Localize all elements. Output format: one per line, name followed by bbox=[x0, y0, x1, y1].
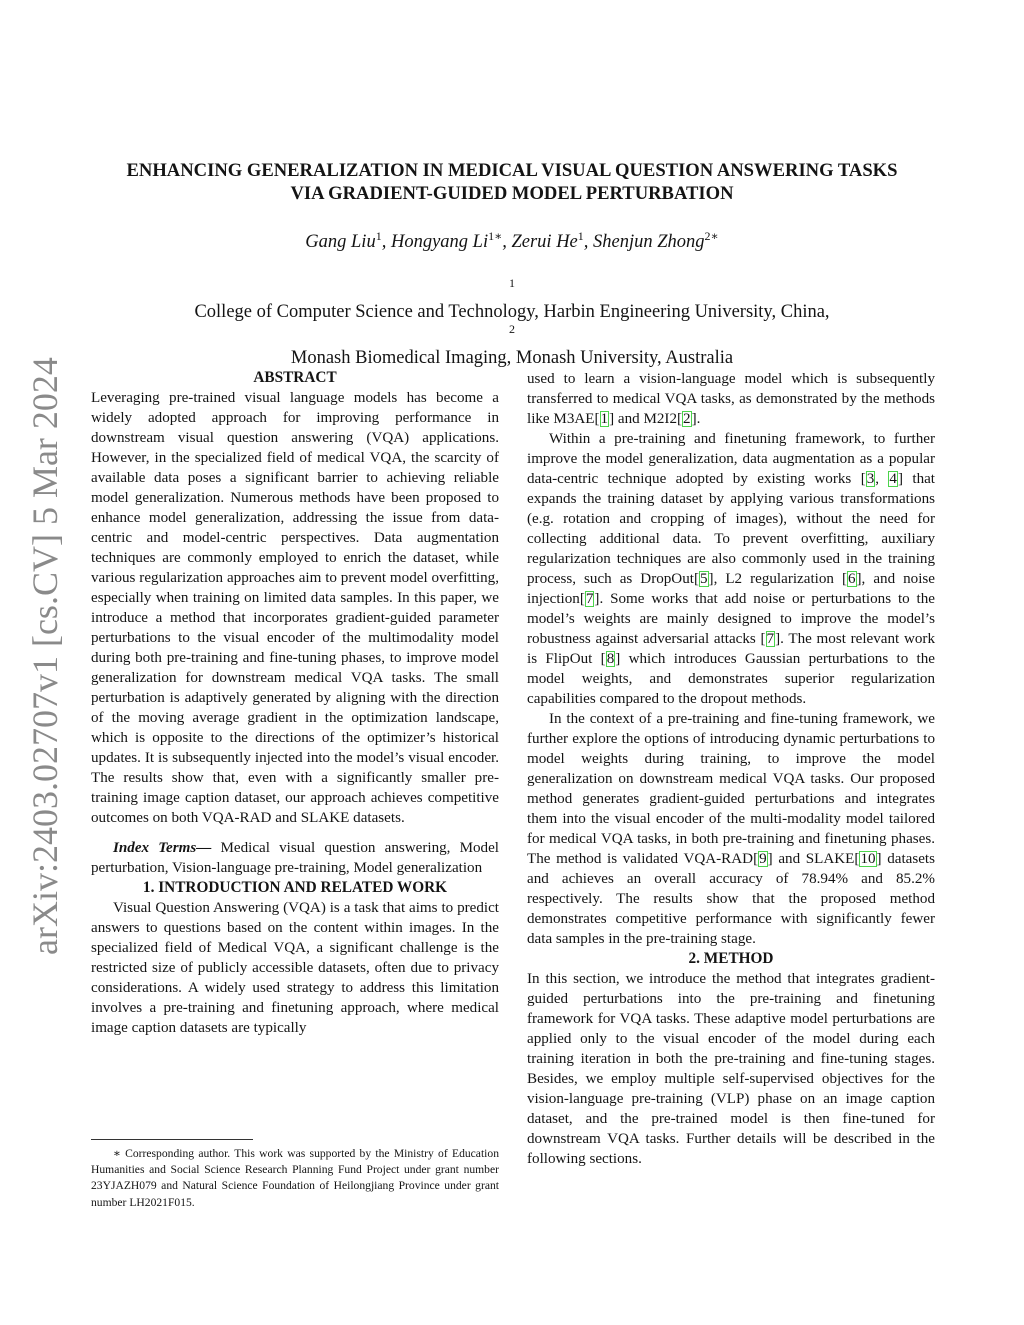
text-run: . The most relevant work is FlipOut bbox=[527, 631, 935, 667]
author-affil-mark: 1 bbox=[577, 229, 584, 243]
author-name: Gang Liu bbox=[305, 232, 376, 252]
author-separator: , bbox=[583, 232, 594, 252]
intro-paragraph-1: Visual Question Answering (VQA) is a task that aims to predict answers to questions based on the content within images. In the specialized field of Medical VQA, a significant challenge is the restricted size of publicly accessible datasets, often due to privacy considerations. A widely used strategy to address this limitation involves a pre-training and finetuning approach, where medical image caption datasets are typically bbox=[91, 900, 499, 1036]
citation-link[interactable]: [7] bbox=[760, 631, 781, 647]
text-run: which introduces Gaussian perturbations to the model weights, and demonstrates superior regularization capabilities compared to the dropout methods. bbox=[527, 651, 935, 707]
intro-paragraph-1-continued bbox=[527, 369, 935, 429]
author-name: Hongyang Li bbox=[390, 232, 489, 252]
text-run: and SLAKE bbox=[772, 851, 855, 867]
index-terms-label: Index Terms— bbox=[113, 840, 212, 856]
method-paragraph-1: In this section, we introduce the method that integrates gradient-guided perturbations into the pre-training and finetuning framework for VQA tasks. These adaptive model perturbations are applied only to the visual encoder of the model during each training iteration in both the pre-training and fine-tuning stages. Besides, we employ multiple self-supervised objectives for the vision-language pre-training (VLP) phase on an image caption dataset, and the pre-trained model is then fine-tuned for downstream VQA tasks. Further details will be described in the following sections. bbox=[527, 971, 935, 1167]
affiliation-text: College of Computer Science and Technology, Harbin Engineering University, China, bbox=[194, 302, 830, 322]
affiliation-text: Monash Biomedical Imaging, Monash University, Australia bbox=[290, 348, 734, 368]
author-list bbox=[0, 230, 1024, 254]
footnote-text: ∗ Corresponding author. This work was supported by the Ministry of Education Humanities and Social Science Research Planning Fund Project under grant number 23YJAZH079 and Natural Science Foundation of Heilongjiang Province under grant number LH2021F015. bbox=[91, 1147, 499, 1209]
text-run: that expands the training dataset by applying various transformations (e.g. rotation and cropping of images), without the need for collecting additional data. To prevent overfitting, auxiliary regularization techniques are also commonly used in the training process, such as DropOut bbox=[527, 471, 936, 587]
index-terms bbox=[91, 838, 499, 878]
text-run: . bbox=[696, 411, 701, 427]
citation-link[interactable]: [10] bbox=[854, 851, 882, 867]
author-affil-mark: 2∗ bbox=[704, 229, 719, 243]
text-run: Within a pre-training and finetuning framework, to further improve the model generalization, data augmentation as a popular data-centric technique adopted by existing works bbox=[527, 431, 935, 487]
author-separator: , bbox=[502, 232, 512, 252]
text-run: [ bbox=[860, 471, 866, 487]
text-run: datasets and achieves an overall accuracy of 78.94% and 85.2% respectively. The results show that the proposed method demonstrates competitive performance with significantly fewer data samples in the pre-training stage. bbox=[527, 851, 935, 947]
citation-number[interactable]: 8 bbox=[606, 651, 615, 667]
citation-number[interactable]: 3 bbox=[866, 471, 875, 487]
author-name: Zerui He bbox=[511, 232, 578, 252]
text-run: M3AE bbox=[553, 411, 595, 427]
abstract-heading: ABSTRACT bbox=[253, 369, 337, 386]
left-column bbox=[91, 368, 499, 1038]
affiliations bbox=[0, 278, 1024, 370]
arxiv-identifier: arXiv:2403.02707v1 [cs.CV] 5 Mar 2024 bbox=[25, 357, 65, 955]
text-run: In the context of a pre-training and fine-tuning framework, we further explore the options of introducing dynamic perturbations to model weights during training, to improve the model generalization on downstream medical VQA tasks. Our proposed method generates gradient-guided perturbations and integrates them into the visual encoder of the multi-modality model tailored for medical VQA tasks, in both pre-training and finetuning phases. The method is validated VQA-RAD bbox=[527, 711, 935, 867]
citation-link[interactable]: [2] bbox=[677, 411, 697, 427]
title-line-1: ENHANCING GENERALIZATION IN MEDICAL VISUAL QUESTION ANSWERING TASKS bbox=[126, 160, 898, 181]
author-affil-mark: 1 bbox=[375, 229, 382, 243]
text-run: , and noise injection bbox=[527, 571, 935, 607]
citation-number[interactable]: 1 bbox=[600, 411, 609, 427]
citation-number[interactable]: 7 bbox=[585, 591, 594, 607]
title-line-2: VIA GRADIENT-GUIDED MODEL PERTURBATION bbox=[290, 183, 734, 204]
text-run: and M2I2 bbox=[614, 411, 678, 427]
citation-number[interactable]: 7 bbox=[766, 631, 775, 647]
author-affil-mark: 1∗ bbox=[488, 229, 503, 243]
citation-link[interactable]: [8] bbox=[600, 651, 621, 667]
right-column bbox=[527, 369, 935, 1169]
affiliation-mark: 1 bbox=[509, 276, 515, 290]
abstract-text: Leveraging pre-trained visual language models has become a widely adopted approach for improving performance in downstream visual question answering (VQA) applications. However, in the specialized field of medical VQA, the scarcity of available data poses a significant barrier to achieving reliable model generalization. Numerous methods have been proposed to enhance model generalization, addressing the issue from data-centric and model-centric perspectives. Data augmentation techniques are commonly employed to enrich the dataset, while various regularization approaches aim to prevent model overfitting, especially when training on limited data samples. In this paper, we introduce a method that incorporates gradient-guided parameter perturbations to the visual encoder of the multimodality model during both pre-training and fine-tuning phases, to improve model generalization for downstream medical VQA tasks. The small perturbation is adaptively generated by aligning with the direction of the moving average gradient in the optimization landscape, which is opposite to the directions of the optimizer’s historical updates. It is subsequently injected into the model’s visual encoder. The results show that, even with a significantly smaller pre-training image caption dataset, our approach achieves competitive outcomes on both VQA-RAD and SLAKE datasets. bbox=[91, 390, 499, 826]
footnote-rule bbox=[91, 1139, 253, 1140]
citation-link[interactable]: [1] bbox=[594, 411, 615, 427]
method-heading: 2. METHOD bbox=[688, 950, 774, 967]
author-separator: , bbox=[381, 232, 391, 252]
affiliation-mark: 2 bbox=[509, 322, 515, 336]
citation-number[interactable]: 4 bbox=[889, 471, 897, 487]
affiliation-line bbox=[0, 278, 1024, 324]
citation-link[interactable]: [7] bbox=[579, 591, 600, 607]
citation-number[interactable]: 6 bbox=[847, 571, 856, 587]
footnote bbox=[91, 1146, 499, 1211]
citation-number[interactable]: 9 bbox=[759, 851, 767, 867]
citation-link[interactable]: [5] bbox=[693, 571, 714, 587]
index-terms-text: Medical visual question answering, Model perturbation, Vision-language pre-training, Model generalization bbox=[91, 840, 499, 876]
text-run: , L2 regularization bbox=[713, 571, 842, 587]
text-run: used to learn a vision-language model which is subsequently transferred to medical VQA tasks, as demonstrated by the methods like bbox=[527, 371, 935, 427]
citation-number[interactable]: 10 bbox=[860, 851, 876, 867]
intro-paragraph-3 bbox=[527, 709, 935, 949]
paper-title bbox=[60, 159, 964, 205]
text-run: , bbox=[875, 471, 889, 487]
text-run: ] bbox=[897, 471, 903, 487]
citation-link[interactable]: [6] bbox=[841, 571, 862, 587]
intro-heading: 1. INTRODUCTION AND RELATED WORK bbox=[142, 879, 448, 896]
author-name: Shenjun Zhong bbox=[593, 232, 705, 252]
text-run: . Some works that add noise or perturbations to the model’s weights are mainly designed to improve the model’s robustness against adversarial attacks bbox=[527, 591, 935, 647]
citation-number[interactable]: 5 bbox=[699, 571, 708, 587]
citation-link[interactable]: [9] bbox=[753, 851, 773, 867]
intro-paragraph-2 bbox=[527, 429, 935, 709]
citation-number[interactable]: 2 bbox=[683, 411, 691, 427]
affiliation-line bbox=[0, 324, 1024, 370]
